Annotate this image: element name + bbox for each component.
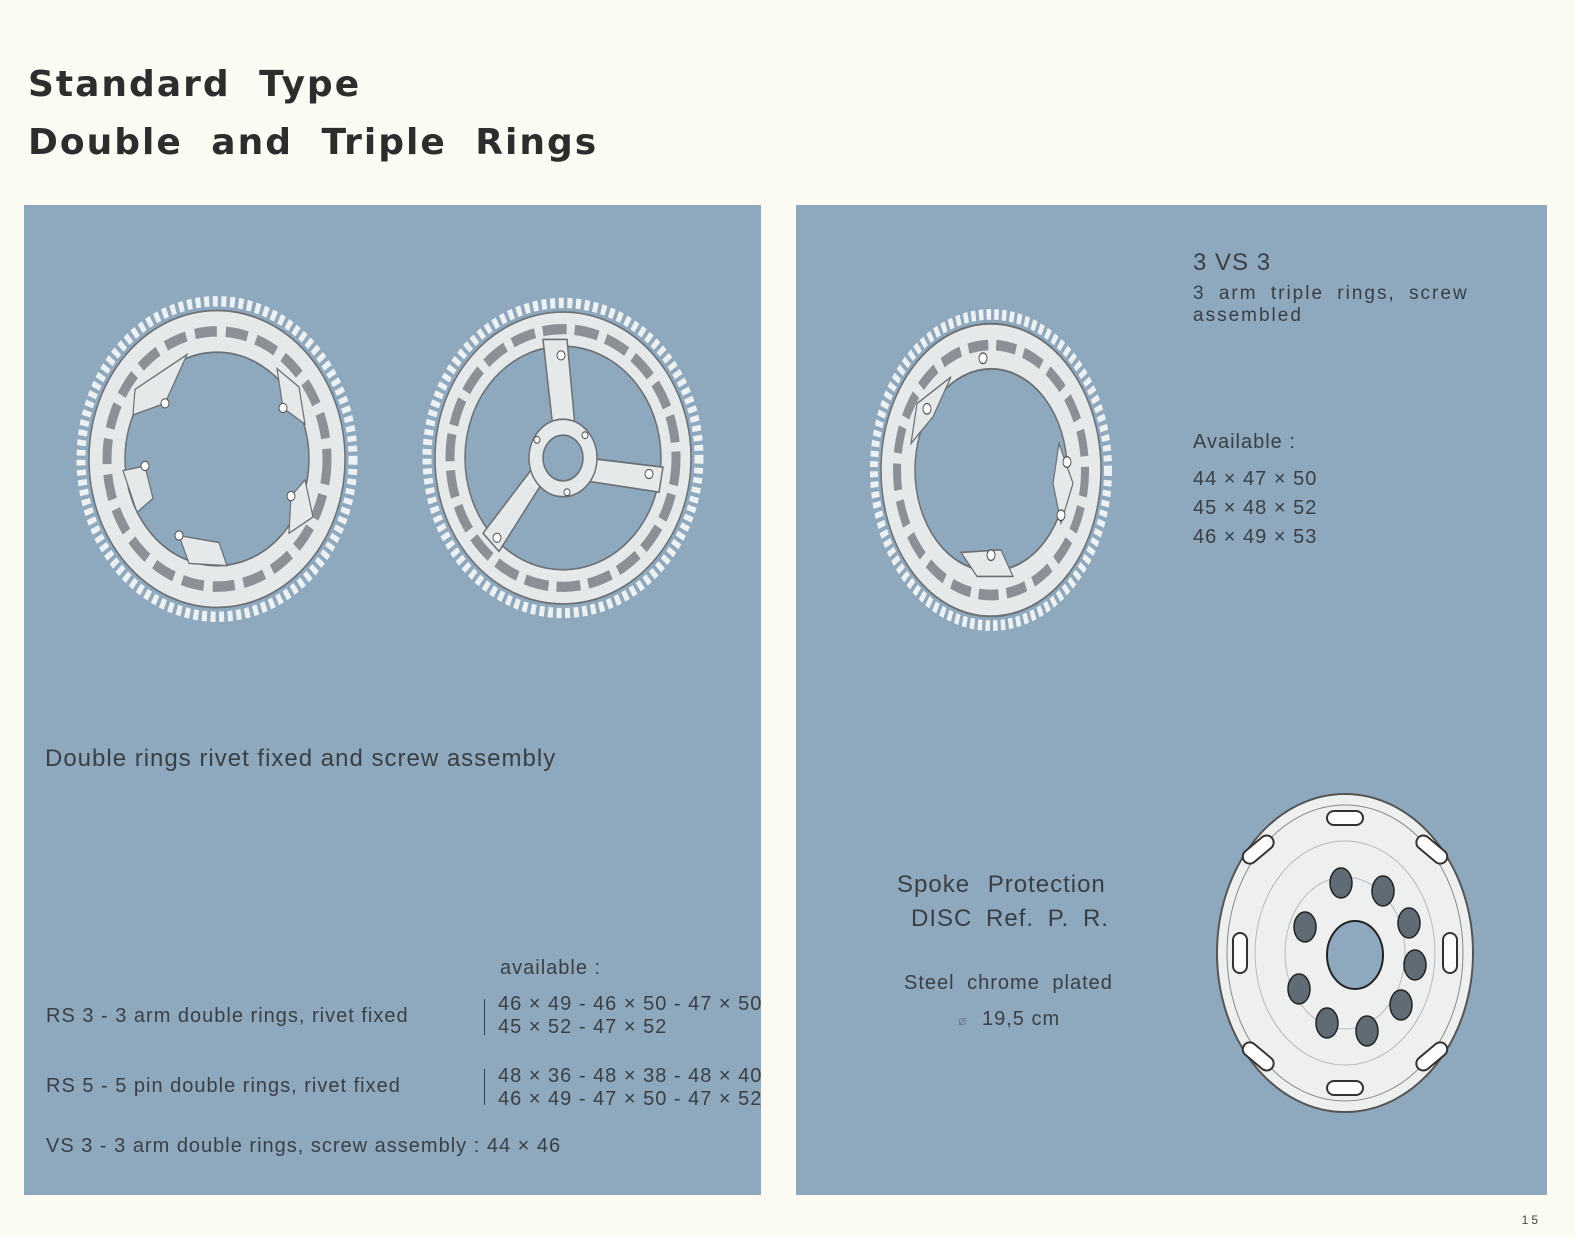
spec-row-rs3-brace bbox=[484, 999, 489, 1035]
spec-row-vs3: VS 3 - 3 arm double rings, screw assembly : 44 × 46 bbox=[46, 1135, 562, 1157]
page-number: 15 bbox=[1521, 1213, 1541, 1227]
disc-material: Steel chrome plated bbox=[904, 972, 1113, 994]
disc-diameter bbox=[958, 1008, 1060, 1031]
disc-title-1: Spoke Protection bbox=[897, 871, 1106, 898]
left-product-panel bbox=[24, 205, 761, 1195]
heading-line-2: Double and Triple Rings bbox=[28, 122, 599, 163]
available-label-right: Available : bbox=[1193, 431, 1296, 453]
size-option: 46 × 49 × 53 bbox=[1193, 526, 1318, 548]
size-option: 44 × 47 × 50 bbox=[1193, 468, 1318, 490]
rs5-chainring-illustration bbox=[76, 295, 358, 623]
spec-row-rs5-label: RS 5 - 5 pin double rings, rivet fixed bbox=[46, 1075, 401, 1097]
page-heading bbox=[28, 56, 598, 172]
spoke-protection-disc-illustration bbox=[1214, 791, 1476, 1115]
spec-row-rs5-sizes-1: 48 × 36 - 48 × 38 - 48 × 40 bbox=[498, 1065, 763, 1087]
available-label: available : bbox=[500, 957, 602, 979]
heading-line-1: Standard Type bbox=[28, 64, 362, 105]
triple-chainring-illustration bbox=[870, 309, 1112, 631]
size-option: 45 × 48 × 52 bbox=[1193, 497, 1318, 519]
rs3-chainring-illustration bbox=[422, 297, 704, 619]
double-rings-caption: Double rings rivet fixed and screw assembly bbox=[45, 745, 557, 772]
spec-row-rs3-sizes-1: 46 × 49 - 46 × 50 - 47 × 50 bbox=[498, 993, 763, 1015]
spec-row-rs5-brace bbox=[484, 1069, 489, 1105]
spec-row-rs3-sizes-2: 45 × 52 - 47 × 52 bbox=[498, 1016, 668, 1038]
right-product-panel bbox=[796, 205, 1547, 1195]
disc-diameter-value: 19,5 cm bbox=[982, 1008, 1061, 1030]
model-title: 3 VS 3 bbox=[1193, 249, 1272, 276]
disc-title-2: DISC Ref. P. R. bbox=[911, 905, 1109, 932]
diameter-icon: ⌀ bbox=[958, 1012, 968, 1028]
model-description: 3 arm triple rings, screw assembled bbox=[1193, 283, 1469, 326]
spec-row-rs3-label: RS 3 - 3 arm double rings, rivet fixed bbox=[46, 1005, 409, 1027]
spec-row-rs5-sizes-2: 46 × 49 - 47 × 50 - 47 × 52 bbox=[498, 1088, 763, 1110]
